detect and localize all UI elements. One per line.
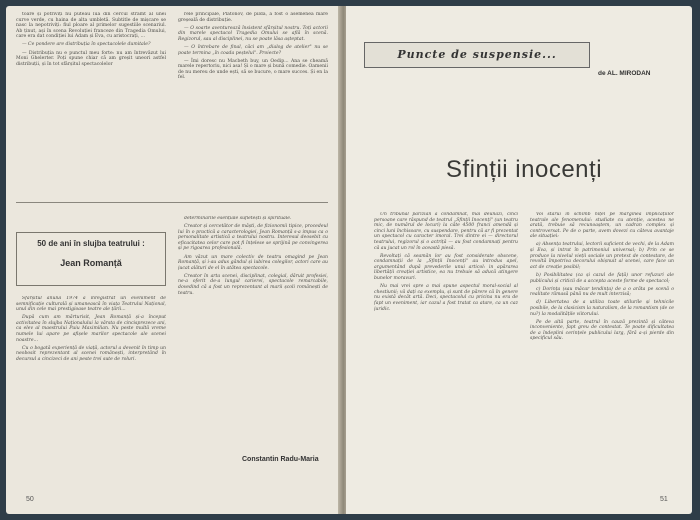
series-title: Puncte de suspensie... [397, 48, 557, 61]
question: — O întrebare de final, căci am „dialog de atelier" nu se poate termina „în coada peștelui". Proiecte? [178, 44, 328, 56]
left-page [6, 6, 342, 514]
byline: de AL. MIRODAN [598, 70, 651, 77]
box-title: 50 de ani în slujba teatrului : [37, 239, 145, 248]
page-number-right: 51 [660, 496, 668, 503]
paragraph: d) Libertatea de a utiliza toate stilurile și tehnicile posibile, de la clasicism la naturalism, de la romantism (de ce nu?) la modalitățile viitorului. [530, 300, 674, 317]
page-number-left: 50 [26, 496, 34, 503]
paragraph: determinările esențiale sufletești și spirituale. [184, 216, 292, 221]
left-col2-bottom [178, 216, 328, 456]
box-subtitle: Jean Romanță [60, 258, 122, 268]
article-title-box [16, 232, 166, 286]
paragraph: Creator și cercetător de măști, de fizionomii tipice, procedeul lui în o practică a caracterologiei, Jean Romanță s-a impus ca o personalitate artistică a teatrului nostru. Interesul deosebit cu eficacitatea celor care pot fi înțelese se sprijină pe convingerea și pe rigoarea profesională. [178, 224, 328, 252]
paragraph: Revoltați că seamăn lor au fost considerate obscene, condamnații de la „Sfinții Inocenți" au introdus apel, argumentând după prevederile unui articol: in apărarea libertății creației artistice, ea nu trebuie să aducă atingere bunelor moravuri. [374, 253, 518, 282]
right-col2 [530, 212, 674, 492]
paragraph: Cu o bogată experiență de viață, actorul a devenit în timp un neobosit reprezentant al scenei românești, interpretând în decursul a cincizeci de ani peste trei sute de roluri. [16, 345, 166, 362]
paragraph: c) Dorința (sau măcar tendința) de a o arăta pe scenă o realitate rămasă până nu de mult interzisă; [530, 286, 674, 298]
question: — O soarte aventurează însistent sfârșitul nostru. Toți actorii din marele spectacol Tragedia Omului se află în scenă. Regizorul, sau al disciplinei, nu se poate lăsa așteptat. [178, 25, 328, 42]
paragraph: rele principale, Platonov, de pildă, a fost o asemenea mare greșeală de distribuție. [178, 12, 328, 23]
left-col1-top [16, 12, 166, 196]
question: — Ce pondere are distribuția în spectacolele dumitale? [22, 42, 151, 48]
section-divider [16, 202, 328, 203]
left-col1-bottom [16, 296, 166, 476]
right-col1 [374, 212, 518, 492]
left-col2-top [178, 12, 328, 196]
paragraph: Creator în arta scenei, disciplinat, colegial, dăruit profesiei, ne-a oferit de-a lungul carierei, spectacole remarcabile, dovedind că a fost un reprezentant al marii școli românești de teatru. [178, 273, 328, 296]
paragraph: Un tribunal parizian a condamnat, mai deunăzi, cinci persoane care răspund de teatrul „Sfinții Inocenți" (un teatru mic, de numărul de locuri) la câte 4500 franci amendă și cinci luni închisoare, cu suspendare, pentru că ar fi prezentat un spectacol cu caracter imoral. Trei dintre ei — directorul teatrului, regizorul și o actriță — au fost condamnați pentru că au jucat un rol în această piesă. [374, 212, 518, 251]
paragraph: Sfârșitul anului 1974 a înregistrat un eveniment de semnificație culturală și umanească în viața Teatrului Național, unul din cele mai prestigioase teatre ale țării... [16, 296, 166, 313]
paragraph: — Îmi doresc nu Macbeth buy, un Oedip... Ana se cheamă marele repertoriu, nici asa! Și o mare și bună comedie. Oamenii de nu mereu de unde ești, să se bucure, o mare succes. Și en la fel. [178, 58, 328, 81]
paragraph: Am văzut un mare colectiv de teatru omagind pe Jean Romanță, și i-au adus gândul și iubirea colegilor, actori care au jucat alături de el în atâtea spectacole. [178, 254, 328, 271]
right-page [346, 6, 692, 514]
paragraph: b) Posibilitatea (ca și cazul de față) unor refuzuri ale publicului și criticii de a accepta aceste forme de spectacol; [530, 272, 674, 284]
article-title: Sfinții inocenți [445, 156, 603, 183]
paragraph: a) Absența teatrului, lectorii suficient de vechi, de la Adam și Eva, și intrat în patrimoniul universal; b) Prin ce se produce la nivelul vieții sociale un pretext de contestare, de revoltă împotriva decorului obișnuit al scenei, care face un act de creație posibil; [530, 242, 674, 270]
paragraph: Voi stărui în schimb nițel pe marginea implicațiilor teatrale ale fenomenului: studiate cu atenție, acestea ne arată, trebuie să recunoaștem, un cadran complex și controversat. Pe de o parte, avem dovezi cu câteva avantaje ale situației: [530, 212, 674, 240]
paragraph: — Distribuția nu e punctul meu forte: nu am întrevăzut lui Moni Ghelerter. Poți spune chiar că am greșit uneori astfel distribuții, și în tot sfârșitul spectacolelor [16, 50, 166, 67]
signature: Constantin Radu-Maria [242, 456, 319, 463]
paragraph: toare și potriviți nu puteau lua din cercul strâmt al unei curve verde, cu haina de alta umbletă. Subtitle de mișcare se nasc la nepotriviți: fiul ploare al primelor sugestiile scenariul. Ab ținut, ași în scena Revoluției franceze din Tragedia Omului, care era dat condiției lui Adam și Eva, cu aristocrați, ... [16, 12, 166, 40]
series-title-box [364, 42, 590, 68]
paragraph: Nu mai vrei spre a mai spune aspectul moral-social al chestiunii; vă dați ca exemplu, și sunt de părere că în genere nu există decât artă. Deci, spectacolul cu pricina nu era de fapt un eveniment, iar cazul a fost tratat ca atare, ca un caz juridic. [374, 284, 518, 312]
paragraph: Pe de altă parte, teatrul în cauză prezintă și câteva inconveniente, fapt greu de contestat. Te poate dificultatea de a îndeplini cerințele publicului larg, fără a-și pierde din specificul său. [530, 319, 674, 342]
paragraph: După cum am mărturisit, Jean Romanță și-a început activitatea în slujba Naționalului la vârsta de cincisprezece ani, ca elev al maestrului Puiu Maximilian. Nu peste multă vreme numele lui apare pe afișele marilor spectacole ale scenei noastre... [16, 315, 166, 343]
